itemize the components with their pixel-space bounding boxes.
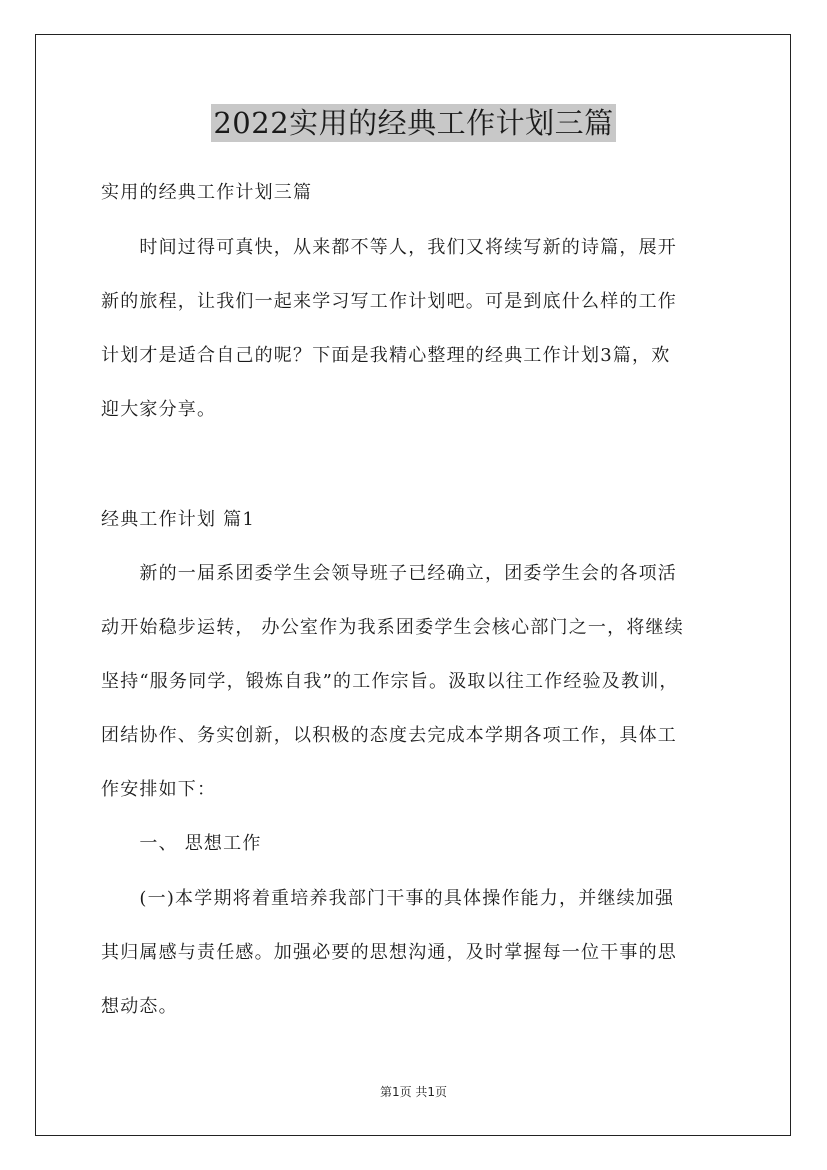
document-title: 2022实用的经典工作计划三篇: [213, 106, 614, 140]
subsection-heading: 一、 思想工作: [101, 833, 262, 854]
title-container: [0, 104, 827, 142]
paragraph-line: 新的旅程，让我们一起来学习写工作计划吧。可是到底什么样的工作: [101, 291, 677, 312]
paragraph-line: 作安排如下：: [101, 779, 217, 800]
paragraph-line: 想动态。: [101, 996, 178, 1017]
paragraph-line: 时间过得可真快，从来都不等人，我们又将续写新的诗篇，展开: [101, 237, 677, 258]
page-footer: 第1页 共1页: [379, 1085, 448, 1099]
paragraph-line: 团结协作、务实创新，以积极的态度去完成本学期各项工作，具体工: [101, 725, 677, 746]
paragraph-line: 坚持“服务同学，锻炼自我”的工作宗旨。汲取以往工作经验及教训，: [101, 671, 679, 692]
paragraph-line: 新的一届系团委学生会领导班子已经确立，团委学生会的各项活: [101, 563, 677, 584]
paragraph-line: (一)本学期将着重培养我部门干事的具体操作能力，并继续加强: [101, 888, 675, 909]
section-heading: 经典工作计划 篇1: [101, 509, 255, 530]
paragraph-line: 其归属感与责任感。加强必要的思想沟通，及时掌握每一位干事的思: [101, 942, 677, 963]
subtitle: 实用的经典工作计划三篇: [101, 182, 313, 203]
paragraph-line: 迎大家分享。: [101, 399, 217, 420]
paragraph-line: 动开始稳步运转， 办公室作为我系团委学生会核心部门之一，将继续: [101, 617, 684, 638]
paragraph-line: 计划才是适合自己的呢？下面是我精心整理的经典工作计划3篇，欢: [101, 345, 671, 366]
